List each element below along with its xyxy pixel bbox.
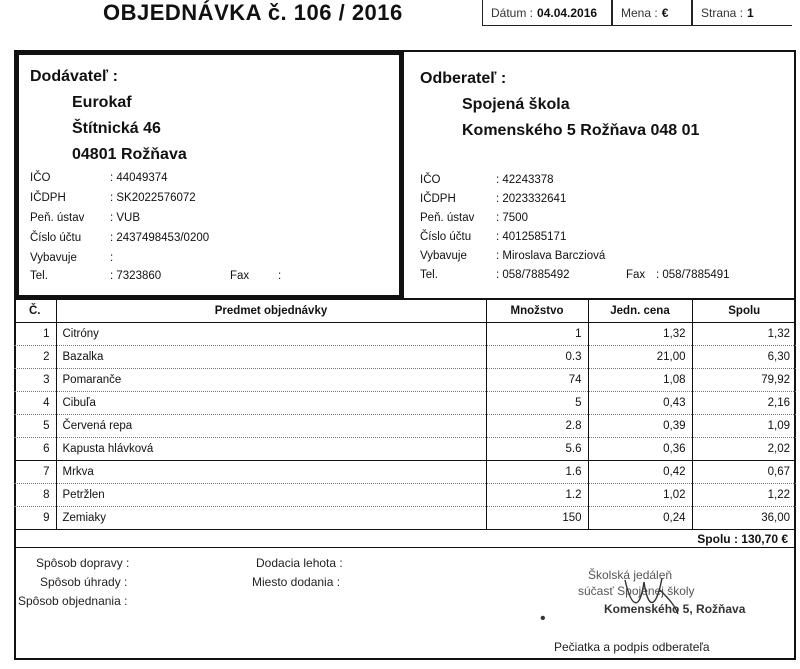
row-item: Citróny	[56, 323, 486, 346]
customer-ico-label: IČO	[420, 174, 441, 186]
table-row	[14, 346, 796, 369]
supplier-heading: Dodávateľ :	[30, 68, 118, 85]
col-header-item: Predmet objednávky	[56, 300, 486, 323]
row-number: 4	[14, 392, 56, 415]
row-number: 7	[14, 461, 56, 484]
row-number: 1	[14, 323, 56, 346]
row-unit-price: 0,36	[588, 438, 692, 461]
supplier-ico-value: : 44049374	[110, 172, 168, 184]
order-total: Spolu : 130,70 €	[697, 532, 788, 546]
col-header-unit-price: Jedn. cena	[588, 300, 692, 323]
footer-divider	[14, 547, 796, 548]
currency-value: €	[661, 5, 669, 20]
date-value: 04.04.2016	[537, 5, 598, 20]
col-header-number: Č.	[14, 300, 56, 323]
transport-label: Spôsob dopravy :	[36, 556, 130, 570]
stamp-line-2: súčasť Spojenej školy	[578, 584, 695, 598]
row-item: Cibuľa	[56, 392, 486, 415]
stamp-dot: •	[540, 610, 546, 627]
row-quantity: 74	[486, 369, 588, 392]
row-total: 36,00	[692, 507, 796, 530]
payment-label: Spôsob úhrady :	[40, 575, 128, 589]
delivery-term-label: Dodacia lehota :	[256, 556, 343, 570]
date-label: Dátum :	[491, 5, 534, 20]
stamp-line-3: Komenského 5, Rožňava	[604, 602, 746, 616]
row-unit-price: 1,02	[588, 484, 692, 507]
row-total: 79,92	[692, 369, 796, 392]
signature-label: Pečiatka a podpis odberateľa	[554, 640, 710, 654]
col-header-quantity: Množstvo	[486, 300, 588, 323]
delivery-place-label: Miesto dodania :	[252, 575, 341, 589]
supplier-account-label: Číslo účtu	[30, 232, 82, 244]
customer-account-value: : 4012585171	[496, 231, 567, 243]
row-unit-price: 1,32	[588, 323, 692, 346]
row-item: Petržlen	[56, 484, 486, 507]
customer-bank-label: Peň. ústav	[420, 212, 475, 224]
row-total: 2,02	[692, 438, 796, 461]
row-total: 2,16	[692, 392, 796, 415]
supplier-details	[30, 172, 390, 292]
row-unit-price: 0,39	[588, 415, 692, 438]
row-unit-price: 21,00	[588, 346, 692, 369]
row-item: Bazalka	[56, 346, 486, 369]
row-total: 6,30	[692, 346, 796, 369]
customer-contact-value: : Miroslava Barcziová	[496, 250, 606, 262]
row-number: 3	[14, 369, 56, 392]
supplier-contact-value: :	[110, 252, 114, 264]
table-row	[14, 415, 796, 438]
row-item: Kapusta hlávková	[56, 438, 486, 461]
supplier-city: 04801 Rožňava	[72, 146, 187, 163]
customer-account-label: Číslo účtu	[420, 231, 472, 243]
row-total: 1,09	[692, 415, 796, 438]
row-quantity: 1.2	[486, 484, 588, 507]
page-box	[692, 0, 792, 26]
stamp	[540, 568, 760, 628]
supplier-account-value: : 2437498453/0200	[110, 232, 210, 244]
row-number: 5	[14, 415, 56, 438]
table-header-row	[14, 300, 796, 323]
page-label: Strana :	[701, 5, 744, 20]
row-quantity: 5.6	[486, 438, 588, 461]
supplier-tel-value: : 7323860	[110, 270, 162, 282]
supplier-name: Eurokaf	[72, 94, 132, 111]
table-row	[14, 392, 796, 415]
supplier-bank-value: : VUB	[110, 212, 141, 224]
page-value: 1	[747, 5, 754, 20]
row-total: 1,22	[692, 484, 796, 507]
customer-tel-label: Tel.	[420, 269, 438, 281]
table-row	[14, 461, 796, 484]
row-quantity: 2.8	[486, 415, 588, 438]
row-item: Zemiaky	[56, 507, 486, 530]
table-row	[14, 323, 796, 346]
supplier-tel-label: Tel.	[30, 270, 48, 282]
supplier-contact-label: Vybavuje	[30, 252, 77, 264]
currency-label: Mena :	[621, 5, 658, 20]
customer-bank-value: : 7500	[496, 212, 528, 224]
customer-address: Komenského 5 Rožňava 048 01	[462, 122, 700, 139]
supplier-icdph-value: : SK2022576072	[110, 192, 196, 204]
supplier-fax-label: Fax	[230, 270, 250, 282]
signature-scribble	[620, 570, 680, 620]
supplier-bank-label: Peň. ústav	[30, 212, 85, 224]
customer-heading: Odberateľ :	[420, 70, 507, 87]
customer-name: Spojená škola	[462, 96, 570, 113]
col-header-total: Spolu	[692, 300, 796, 323]
row-number: 6	[14, 438, 56, 461]
table-row	[14, 484, 796, 507]
table-row	[14, 507, 796, 530]
row-number: 9	[14, 507, 56, 530]
row-total: 1,32	[692, 323, 796, 346]
customer-contact-label: Vybavuje	[420, 250, 467, 262]
table-row	[14, 369, 796, 392]
stamp-line-1: Školská jedáleň	[588, 568, 673, 582]
customer-icdph-value: : 2023332641	[496, 193, 567, 205]
row-quantity: 1	[486, 323, 588, 346]
row-item: Pomaranče	[56, 369, 486, 392]
order-items-table	[14, 300, 796, 530]
row-quantity: 0.3	[486, 346, 588, 369]
date-box	[482, 0, 612, 26]
row-unit-price: 0,24	[588, 507, 692, 530]
row-item: Mrkva	[56, 461, 486, 484]
row-quantity: 5	[486, 392, 588, 415]
table-row	[14, 438, 796, 461]
customer-fax-value: : 058/7885491	[656, 269, 730, 281]
row-unit-price: 1,08	[588, 369, 692, 392]
party-divider	[402, 52, 404, 298]
currency-box	[612, 0, 692, 26]
supplier-ico-label: IČO	[30, 172, 51, 184]
supplier-fax-value: :	[278, 270, 282, 282]
ordering-label: Spôsob objednania :	[18, 594, 128, 608]
row-total: 0,67	[692, 461, 796, 484]
row-quantity: 150	[486, 507, 588, 530]
customer-ico-value: : 42243378	[496, 174, 554, 186]
supplier-icdph-label: IČDPH	[30, 192, 66, 204]
row-quantity: 1.6	[486, 461, 588, 484]
customer-details	[420, 174, 790, 294]
document-title: OBJEDNÁVKA č. 106 / 2016	[103, 0, 403, 25]
row-unit-price: 0,43	[588, 392, 692, 415]
supplier-street: Štítnická 46	[72, 120, 161, 137]
row-number: 8	[14, 484, 56, 507]
row-item: Červená repa	[56, 415, 486, 438]
customer-fax-label: Fax	[626, 269, 646, 281]
row-number: 2	[14, 346, 56, 369]
row-unit-price: 0,42	[588, 461, 692, 484]
customer-icdph-label: IČDPH	[420, 193, 456, 205]
customer-tel-value: : 058/7885492	[496, 269, 570, 281]
